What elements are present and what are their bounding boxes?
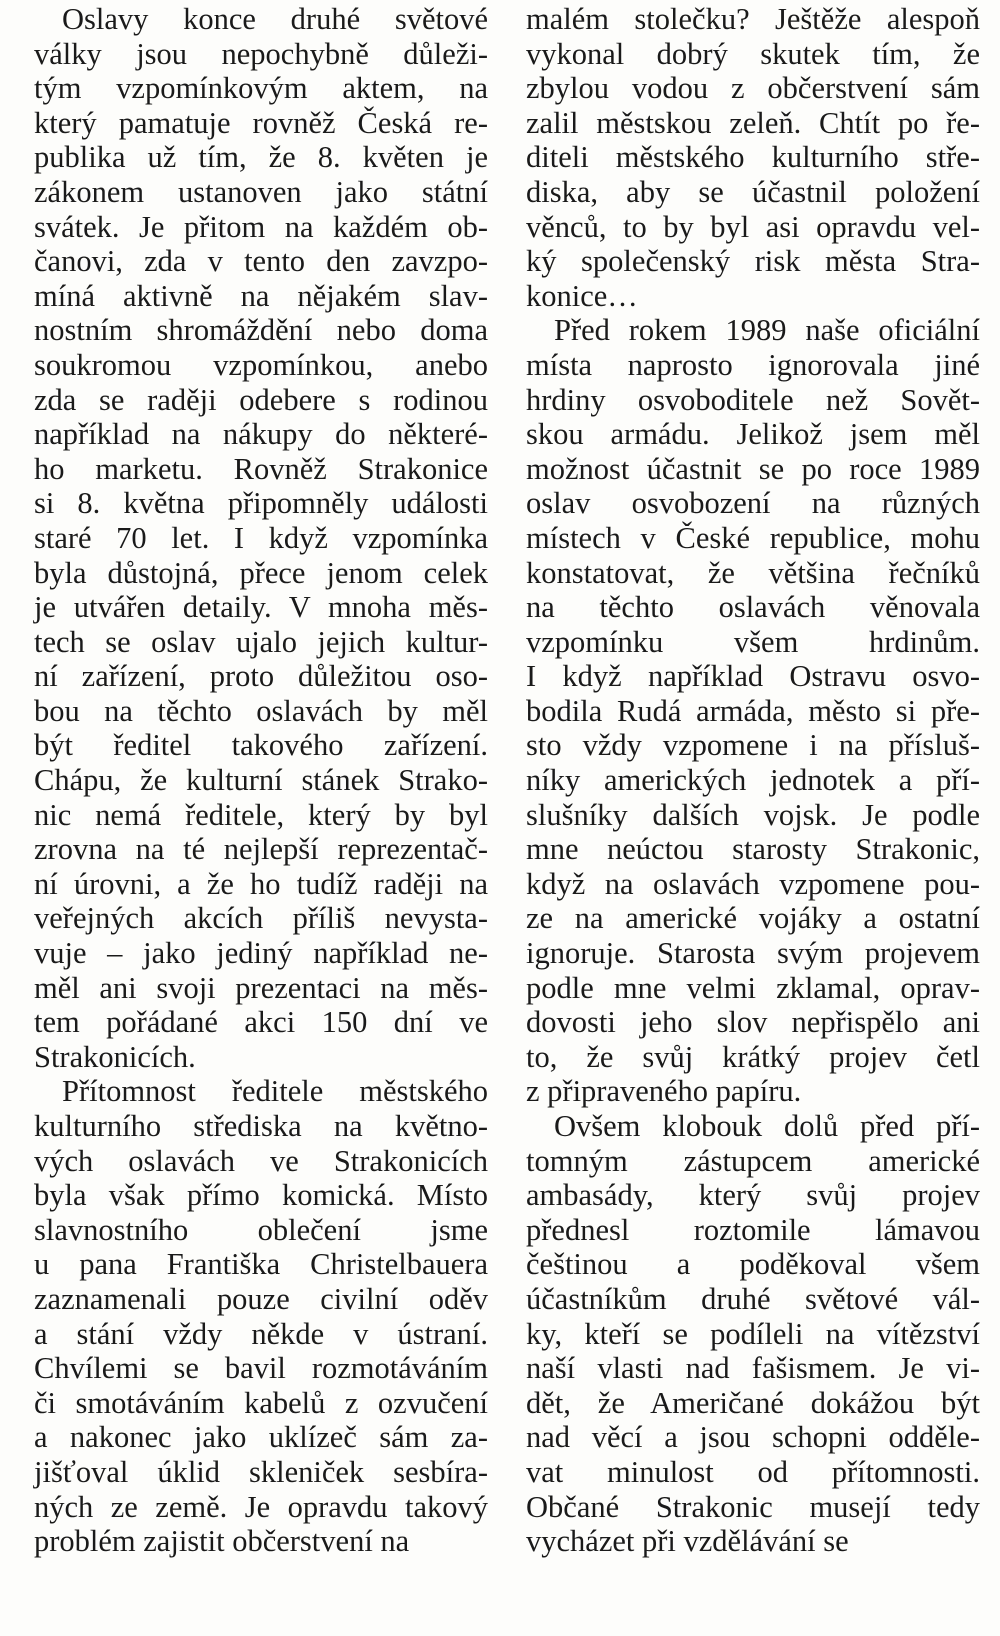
article-text-line: konice… — [526, 278, 638, 313]
article-text-line: skou armádu. Jelikož jsem měl — [526, 417, 980, 452]
article-text-line: vých oslavách ve Strakonicích — [34, 1143, 488, 1178]
article-text-line: tech se oslav ujalo jejich kultur- — [34, 624, 488, 659]
article-text-line: podle mne velmi zklamal, oprav- — [526, 970, 980, 1005]
article-text-line: byla důstojná, přece jenom celek — [34, 555, 488, 590]
article-text-line: být ředitel takového zařízení. — [34, 728, 488, 763]
article-text-line: ky, kteří se podíleli na vítězství — [526, 1316, 980, 1351]
article-text-line: a nakonec jako uklízeč sám za- — [34, 1420, 488, 1455]
article-text-line: Chvílemi se bavil rozmotáváním — [34, 1351, 488, 1386]
article-text-line: Chápu, že kulturní stánek Strako- — [34, 763, 488, 798]
article-text-line: vzpomínku všem hrdinům. — [526, 624, 980, 659]
article-text-line: bodila Rudá armáda, město si pře- — [526, 693, 980, 728]
article-text-line: Občané Strakonic musejí tedy — [526, 1489, 980, 1524]
article-text-line: ignoruje. Starosta svým projevem — [526, 936, 980, 971]
article-text-line: vuje – jako jediný například ne- — [34, 936, 488, 971]
article-text-line: dovosti jeho slov nepřispělo ani — [526, 1005, 980, 1040]
article-text-line: hrdiny osvoboditele než Sovět- — [526, 382, 980, 417]
article-text-line: Přítomnost ředitele městského — [62, 1074, 488, 1109]
article-text-line: zbylou vodou z občerstvení sám — [526, 71, 980, 106]
article-text-line: bou na těchto oslavách by měl — [34, 693, 488, 728]
article-text-line: čanovi, zda v tento den zavzpo- — [34, 244, 488, 279]
article-text-line: sto vždy vzpomene i na přísluš- — [526, 728, 980, 763]
article-column-left — [34, 2, 488, 1559]
article-text-line: tomným zástupcem americké — [526, 1143, 980, 1178]
article-text-line: malém stolečku? Ještěže alespoň — [526, 2, 980, 36]
article-text-line: ní zařízení, proto důležitou oso- — [34, 659, 488, 694]
article-text-line: je utvářen detaily. V mnoha měs- — [34, 590, 488, 625]
article-text-line: kulturního střediska na květno- — [34, 1109, 488, 1143]
column-gutter — [506, 0, 507, 1636]
article-text-line: diska, aby se účastnil položení — [526, 174, 980, 209]
article-text-line: ký společenský risk města Stra- — [526, 244, 980, 279]
article-text-line: češtinou a poděkoval všem — [526, 1247, 980, 1282]
article-text-line: který pamatuje rovněž Česká re- — [34, 105, 488, 140]
article-text-line: války jsou nepochybně důleži- — [34, 36, 488, 71]
article-text-line: zrovna na té nejlepší reprezentač- — [34, 832, 488, 867]
article-text-line: měl ani svoji prezentaci na měs- — [34, 970, 488, 1005]
article-text-line: slušníky dalších vojsk. Je podle — [526, 797, 980, 832]
article-text-line: svátek. Je přitom na každém ob- — [34, 209, 488, 244]
article-text-line: možnost účastnit se po roce 1989 — [526, 451, 980, 486]
article-text-line: dět, že Američané dokážou být — [526, 1385, 980, 1420]
article-text-line: míná aktivně na nějakém slav- — [34, 278, 488, 313]
article-text-line: problém zajistit občerstvení na — [34, 1524, 410, 1559]
article-text-line: konstatovat, že většina řečníků — [526, 555, 980, 590]
article-text-line: jišťoval úklid skleniček sesbíra- — [34, 1454, 488, 1489]
article-text-line: a stání vždy někde v ústraní. — [34, 1316, 488, 1351]
article-text-line: ní úrovni, a že ho tudíž raději na — [34, 866, 488, 901]
article-text-line: mne neúctou starosty Strakonic, — [526, 832, 980, 867]
article-text-line: nad věcí a jsou schopni odděle- — [526, 1420, 980, 1455]
article-text-line: místa naprosto ignorovala jiné — [526, 347, 980, 382]
article-text-line: zda se raději odebere s rodinou — [34, 382, 488, 417]
article-text-line: publika už tím, že 8. květen je — [34, 140, 488, 175]
article-text-line: u pana Františka Christelbauera — [34, 1247, 488, 1282]
article-text-line: účastníkům druhé světové vál- — [526, 1281, 980, 1316]
article-text-line: níky amerických jednotek a pří- — [526, 763, 980, 798]
article-text-line: když na oslavách vzpomene pou- — [526, 866, 980, 901]
article-text-line: či smotáváním kabelů z ozvučení — [34, 1385, 488, 1420]
article-text-line: ze na americké vojáky a ostatní — [526, 901, 980, 936]
article-text-line: I když například Ostravu osvo- — [526, 659, 980, 694]
article-text-line: vat minulost od přítomnosti. — [526, 1454, 980, 1489]
article-text-line: staré 70 let. I když vzpomínka — [34, 520, 488, 555]
article-text-line: například na nákupy do některé- — [34, 417, 488, 452]
article-text-line: byla však přímo komická. Místo — [34, 1178, 488, 1213]
article-text-line: diteli městského kulturního stře- — [526, 140, 980, 175]
article-text-line: Před rokem 1989 naše oficiální — [554, 313, 980, 348]
article-text-line: ných ze země. Je opravdu takový — [34, 1489, 488, 1524]
article-text-line: ambasády, který svůj projev — [526, 1178, 980, 1213]
article-text-line: veřejných akcích příliš nevysta- — [34, 901, 488, 936]
article-text-line: nic nemá ředitele, který by byl — [34, 797, 488, 832]
article-text-line: přednesl roztomile lámavou — [526, 1212, 980, 1247]
article-text-line: tým vzpomínkovým aktem, na — [34, 71, 488, 106]
article-text-line: z připraveného papíru. — [526, 1074, 802, 1109]
article-text-line: si 8. května připomněly události — [34, 486, 488, 521]
article-text-line: naší vlasti nad fašismem. Je vi- — [526, 1351, 980, 1386]
article-text-line: soukromou vzpomínkou, anebo — [34, 347, 488, 382]
article-text-line: vycházet při vzdělávání se — [526, 1524, 849, 1559]
article-text-line: vykonal dobrý skutek tím, že — [526, 36, 980, 71]
article-text-line: oslav osvobození na různých — [526, 486, 980, 521]
article-text-line: zákonem ustanoven jako státní — [34, 174, 488, 209]
article-text-line: na těchto oslavách věnovala — [526, 590, 980, 625]
article-text-line: zaznamenali pouze civilní oděv — [34, 1281, 488, 1316]
article-text-line: slavnostního oblečení jsme — [34, 1212, 488, 1247]
article-text-line: to, že svůj krátký projev četl — [526, 1039, 980, 1074]
article-text-line: místech v České republice, mohu — [526, 520, 980, 555]
article-text-line: ho marketu. Rovněž Strakonice — [34, 451, 488, 486]
article-column-right — [526, 2, 980, 1559]
article-text-line: Strakonicích. — [34, 1039, 196, 1074]
article-text-line: zalil městskou zeleň. Chtít po ře- — [526, 105, 980, 140]
article-text-line: nostním shromáždění nebo doma — [34, 313, 488, 348]
article-text-line: tem pořádané akci 150 dní ve — [34, 1005, 488, 1040]
article-text-line: Oslavy konce druhé světové — [62, 2, 488, 36]
article-text-line: věnců, to by byl asi opravdu vel- — [526, 209, 980, 244]
article-text-line: Ovšem klobouk dolů před pří- — [554, 1109, 980, 1143]
